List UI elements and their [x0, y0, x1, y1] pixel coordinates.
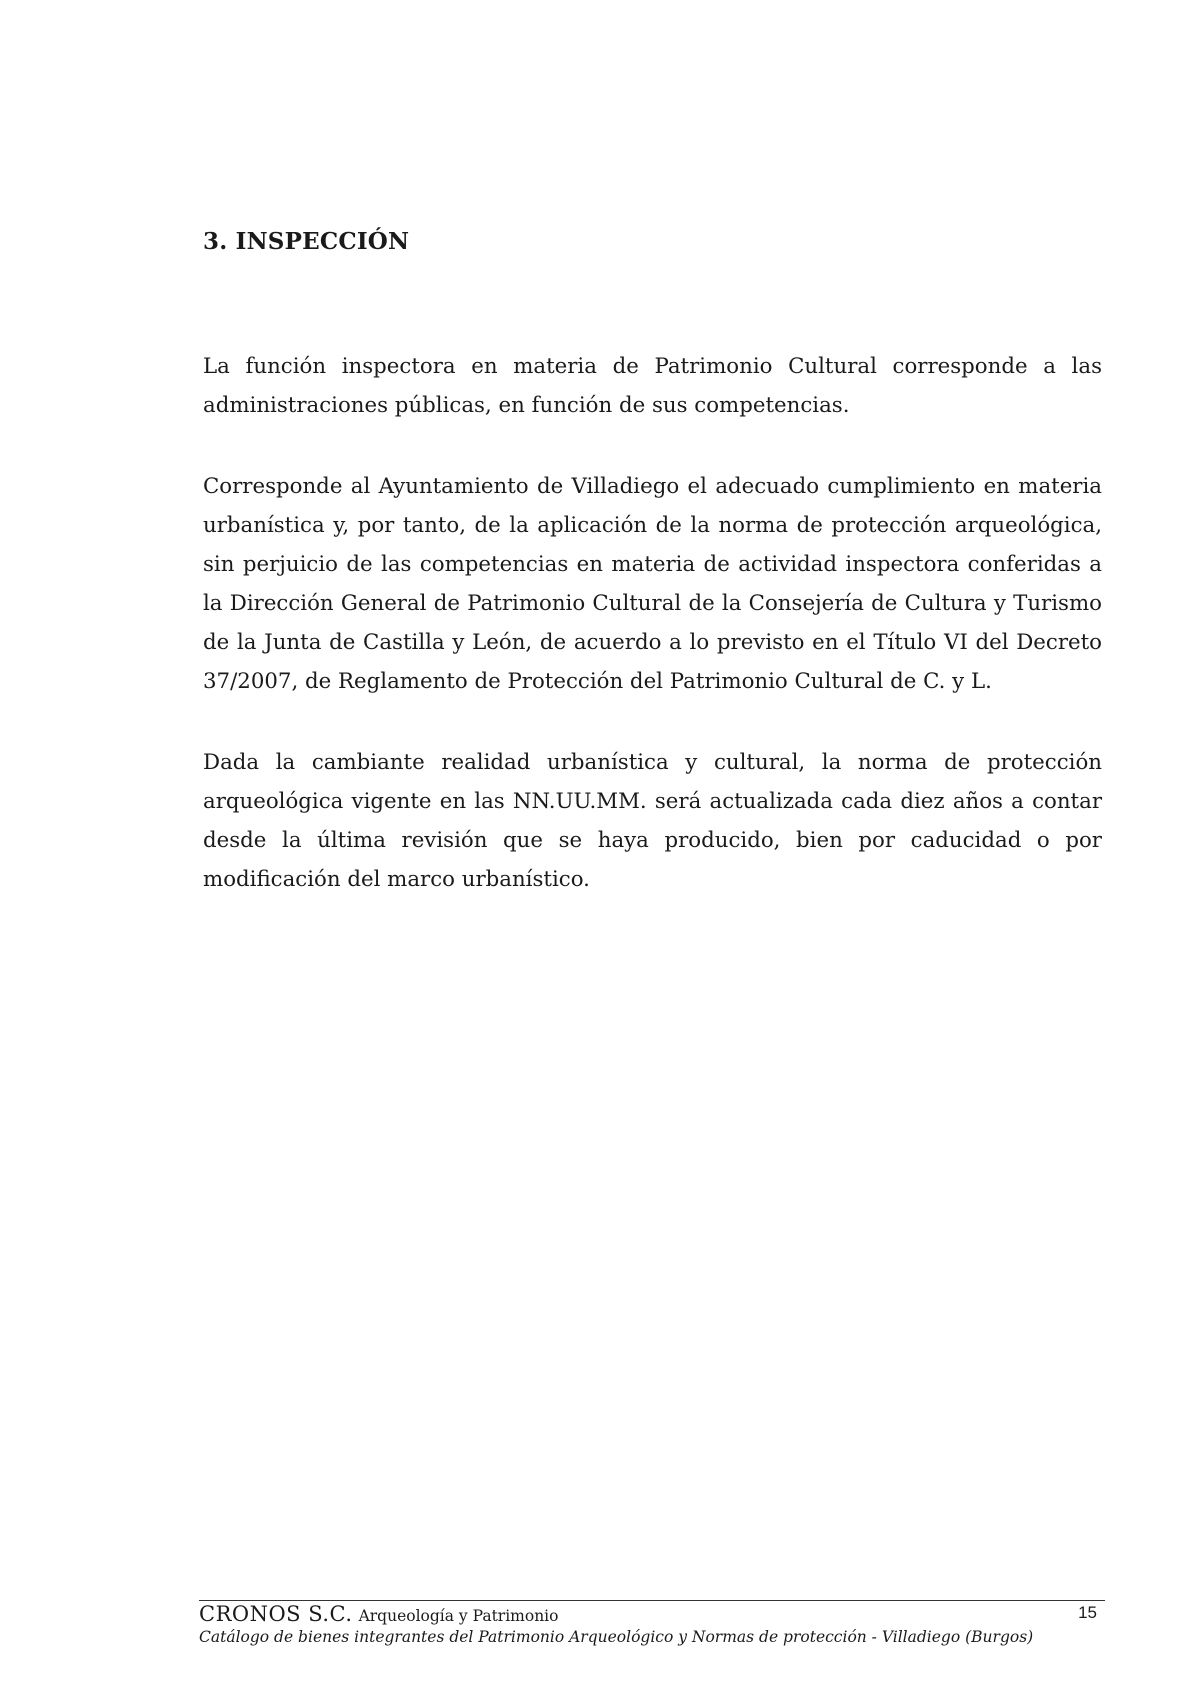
footer-divider — [199, 1600, 1105, 1601]
paragraph-inspection-function: La función inspectora en materia de Patrimonio Cultural corresponde a las administraciones públicas, en función de sus competencias. — [203, 354, 1102, 418]
footer-catalog-title: Catálogo de bienes integrantes del Patrimonio Arqueológico y Normas de protección - Villadiego (Burgos) — [199, 1628, 1034, 1646]
footer-brand: CRONOS S.C. — [199, 1602, 353, 1626]
footer-brand-line — [199, 1602, 1105, 1626]
page-number: 15 — [1078, 1603, 1097, 1622]
page-footer — [199, 1600, 1105, 1646]
paragraph-municipal-competence: Corresponde al Ayuntamiento de Villadiego el adecuado cumplimiento en materia urbanística y, por tanto, de la aplicación de la norma de protección arqueológica, sin perjuicio de las competencias en materia de actividad inspectora conferidas a la Dirección General de Patrimonio Cultural de la Consejería de Cultura y Turismo de la Junta de Castilla y León, de acuerdo a lo previsto en el Título VI del Decreto 37/2007, de Reglamento de Protección del Patrimonio Cultural de C. y L. — [203, 474, 1102, 694]
section-heading: 3. INSPECCIÓN — [203, 228, 410, 255]
paragraph-norm-update: Dada la cambiante realidad urbanística y cultural, la norma de protección arqueológica vigente en las NN.UU.MM. será actualizada cada diez años a contar desde la última revisión que se haya producido, bien por caducidad o por modificación del marco urbanístico. — [203, 750, 1102, 892]
footer-brand-subtitle: Arqueología y Patrimonio — [358, 1607, 559, 1625]
